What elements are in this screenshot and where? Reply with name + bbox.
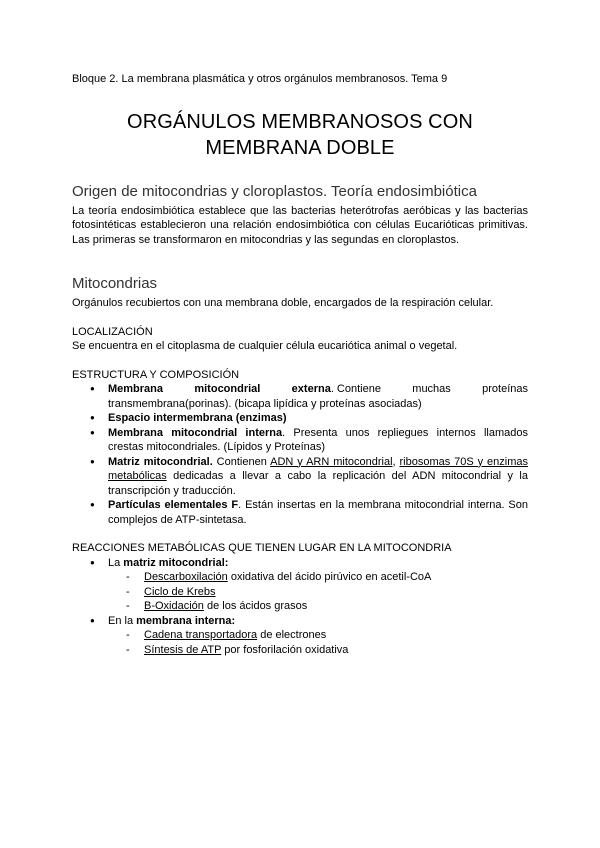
- list-item: [108, 411, 528, 426]
- list-item-text: transmembrana(porinas). (bicapa lipídica y proteínas asociadas): [108, 397, 422, 410]
- list-item: - B-Oxidación de los ácidos grasos: [144, 599, 528, 614]
- underlined-term: ADN y ARN mitocondrial: [270, 455, 393, 468]
- bold-term: Membrana mitocondrial interna: [108, 426, 283, 439]
- list-item: [144, 585, 528, 600]
- list-item: ● La matriz mitocondrial:: [108, 556, 528, 571]
- estructura-label: ESTRUCTURA Y COMPOSICIÓN: [72, 368, 240, 381]
- reacciones-list-2: [72, 614, 528, 629]
- localizacion-label: LOCALIZACIÓN: [72, 325, 153, 338]
- list-item: ● Matriz mitocondrial. Contienen ADN y ARN mitocondrial, ribosomas 70S y enzimas metabólicas dedicadas a llevar a cabo la replicación del ADN mitocondrial y la transcripción y traducción.: [108, 455, 528, 499]
- list-item: [108, 426, 528, 455]
- list-item-text: dedicadas a llevar a cabo la replicación del ADN mitocondrial y la transcripción y traducción.: [108, 470, 528, 497]
- mitocondrias-paragraph: Orgánulos recubiertos con una membrana doble, encargados de la respiración celular.: [72, 297, 494, 309]
- title-line-2: MEMBRANA DOBLE: [205, 136, 395, 159]
- bold-term: matriz mitocondrial:: [123, 556, 229, 569]
- list-item: - Cadena transportadora de electrones: [144, 628, 528, 643]
- underlined-term: Descarboxilación: [144, 571, 228, 583]
- list-item-text: . Están insertas en la membrana mitocondrial interna. Son complejos de ATP-sintetasa.: [108, 499, 528, 526]
- list-item: - Descarboxilación oxidativa del ácido pirúvico en acetil-CoA: [144, 570, 528, 585]
- bold-term: ● Membrana: [108, 383, 164, 395]
- list-item: - Síntesis de ATP por fosforilación oxidativa: [144, 643, 528, 658]
- underlined-term: B-Oxidación: [144, 600, 204, 612]
- origen-paragraph: La teoría endosimbiótica establece que las bacterias heterótrofas aeróbicas y las bacterias fotosintéticas establecieron una relación endosimbiótica con células Eucarióticas primitivas. Las primeras se transformaron en mitocondrias y las segundas en cloroplastos.: [72, 204, 528, 246]
- section-heading-mitocondrias: Mitocondrias: [72, 275, 158, 292]
- reacciones-label: REACCIONES METABÓLICAS QUE TIENEN LUGAR EN LA MITOCONDRIA: [72, 542, 452, 554]
- list-item: [108, 498, 528, 527]
- bold-term: Matriz mitocondrial.: [108, 455, 213, 468]
- membrana-reactions-list: [72, 628, 528, 657]
- text-word: proteínas: [482, 383, 528, 395]
- bold-term: mitocondrial: [194, 383, 261, 395]
- localizacion-paragraph: Se encuentra en el citoplasma de cualquier célula eucariótica animal o vegetal.: [72, 340, 458, 352]
- bold-term-end: externa. Contiene: [291, 383, 381, 395]
- bold-term: Partículas elementales F: [108, 499, 239, 511]
- text-word: muchas: [412, 383, 451, 395]
- list-item-text: . Presenta unos repliegues internos llamados crestas mitocondriales. (Lípidos y Proteínas): [108, 426, 528, 453]
- bold-term: membrana interna:: [136, 614, 236, 627]
- estructura-list: [72, 382, 528, 527]
- page-header: Bloque 2. La membrana plasmática y otros orgánulos membranosos. Tema 9: [72, 73, 448, 85]
- underlined-term: ribosomas 70S y enzimas metabólicas: [108, 455, 528, 482]
- underlined-term: Síntesis de ATP: [144, 643, 222, 656]
- section-heading-origen: Origen de mitocondrias y cloroplastos. Teoría endosimbiótica: [72, 182, 477, 200]
- title-line-1: ORGÁNULOS MEMBRANOSOS CON: [127, 110, 473, 133]
- reacciones-list: [72, 556, 528, 571]
- bold-term: Espacio intermembrana (enzimas): [108, 412, 287, 424]
- page-title: [72, 109, 528, 161]
- underlined-term: Cadena transportadora: [144, 629, 258, 641]
- underlined-term: Ciclo de Krebs: [144, 585, 216, 598]
- list-item: [108, 382, 528, 411]
- list-item-first-line: [108, 382, 528, 397]
- list-item: ● En la membrana interna:: [108, 614, 528, 629]
- matriz-reactions-list: [72, 570, 528, 614]
